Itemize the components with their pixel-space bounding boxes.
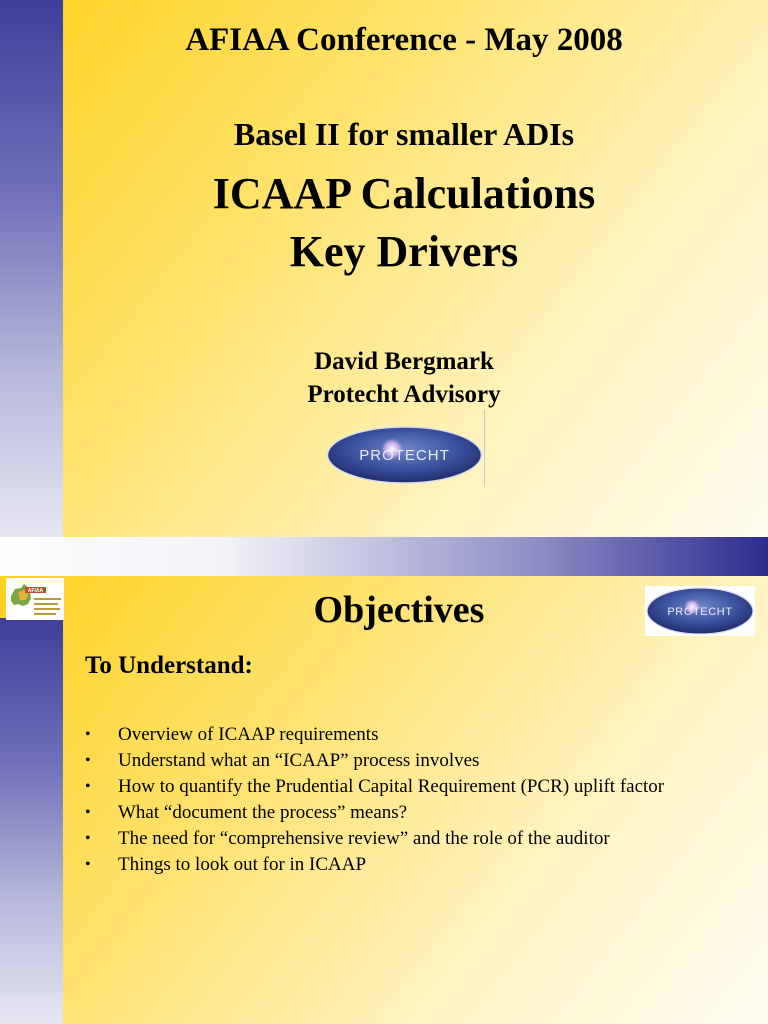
presenter-block <box>0 345 768 411</box>
svg-text:PROTECHT: PROTECHT <box>359 447 450 464</box>
list-item-text: The need for “comprehensive review” and the role of the auditor <box>118 828 610 849</box>
svg-text:PROTECHT: PROTECHT <box>667 606 733 618</box>
bullet-icon: • <box>85 830 91 847</box>
list-item <box>85 800 664 826</box>
bullet-icon: • <box>85 778 91 795</box>
list-item <box>85 722 664 748</box>
bullet-icon: • <box>85 804 91 821</box>
divider-line <box>484 410 485 487</box>
main-title-line2: Key Drivers <box>289 227 519 276</box>
list-item <box>85 748 664 774</box>
list-item-text: Things to look out for in ICAAP <box>118 854 367 875</box>
left-accent-bar <box>0 618 63 1024</box>
conference-title: AFIAA Conference - May 2008 <box>185 22 623 58</box>
protecht-logo <box>326 426 483 484</box>
list-item <box>85 826 664 852</box>
bullet-icon: • <box>85 856 91 873</box>
protecht-logo-small <box>645 586 755 636</box>
svg-text:AFIAA: AFIAA <box>27 588 44 594</box>
bullet-icon: • <box>85 752 91 769</box>
slide-subtitle: Basel II for smaller ADIs <box>233 116 575 152</box>
subheading: To Understand: <box>85 652 253 679</box>
main-title-line1: ICAAP Calculations <box>212 169 596 218</box>
slide-title: Objectives <box>313 589 485 631</box>
list-item-text: What “document the process” means? <box>118 802 408 823</box>
presenter-name: David Bergmark <box>314 348 494 375</box>
objectives-slide <box>0 576 768 1024</box>
list-item <box>85 774 664 800</box>
list-item <box>85 852 664 878</box>
slide-separator <box>0 537 768 576</box>
presenter-org: Protecht Advisory <box>307 381 501 408</box>
list-item-text: Understand what an “ICAAP” process involves <box>118 750 480 771</box>
list-item-text: Overview of ICAAP requirements <box>118 724 379 745</box>
main-title <box>0 165 768 281</box>
bullet-icon: • <box>85 726 91 743</box>
objectives-list <box>85 722 664 878</box>
list-item-text: How to quantify the Prudential Capital Requirement (PCR) uplift factor <box>118 776 665 797</box>
